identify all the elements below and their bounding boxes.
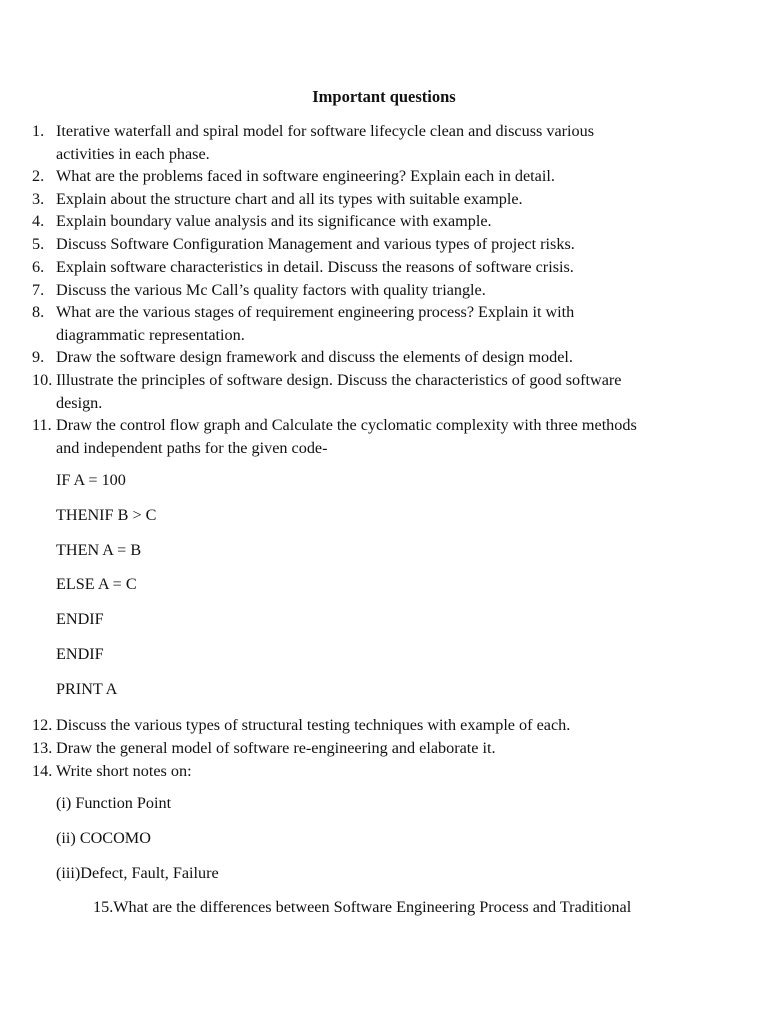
question-text-line: What are the various stages of requirement engineering process? Explain it with [56, 303, 575, 321]
question-number: 3. [32, 190, 45, 208]
question-text-line: Draw the general model of software re-engineering and elaborate it. [56, 739, 496, 757]
code-line: THENIF B > C [56, 506, 157, 524]
question-text-line: Explain software characteristics in detail. Discuss the reasons of software crisis. [56, 258, 574, 276]
question-text-line: activities in each phase. [56, 144, 210, 163]
code-line: ELSE A = C [56, 575, 137, 593]
question-number: 5. [32, 235, 45, 253]
question-number: 13. [32, 739, 53, 757]
code-line: IF A = 100 [56, 471, 126, 489]
question-number: 9. [32, 348, 45, 366]
question-text-line: Explain about the structure chart and all its types with suitable example. [56, 190, 523, 208]
question-number: 7. [32, 281, 45, 299]
question-text-line: What are the problems faced in software engineering? Explain each in detail. [56, 167, 555, 185]
question-text-line: design. [56, 393, 103, 412]
code-line: THEN A = B [56, 541, 142, 559]
question-number: 14. [32, 762, 53, 780]
note-item: (iii)Defect, Fault, Failure [56, 864, 219, 882]
page-title: Important questions [312, 87, 456, 106]
question-text-line: Draw the software design framework and discuss the elements of design model. [56, 348, 573, 366]
question-text-line: Write short notes on: [56, 762, 192, 780]
note-item: (i) Function Point [56, 794, 172, 812]
question-text-line: Iterative waterfall and spiral model for software lifecycle clean and discuss various [56, 122, 595, 140]
question-text-line: and independent paths for the given code- [56, 438, 328, 457]
question-text-line: Discuss the various Mc Call’s quality factors with quality triangle. [56, 281, 486, 299]
question-number: 8. [32, 303, 45, 321]
question-text-line: Explain boundary value analysis and its significance with example. [56, 212, 492, 230]
question-number: 1. [32, 122, 45, 140]
code-line: ENDIF [56, 645, 104, 663]
code-line: PRINT A [56, 680, 118, 698]
question-text-line: Discuss the various types of structural testing techniques with example of each. [56, 716, 571, 734]
note-item: (ii) COCOMO [56, 829, 151, 847]
question-text-line: Illustrate the principles of software design. Discuss the characteristics of good software [56, 371, 622, 389]
code-line: ENDIF [56, 610, 104, 628]
question-number: 11. [32, 416, 52, 434]
question-number: 2. [32, 167, 45, 185]
question-number: 4. [32, 212, 45, 230]
question-number: 6. [32, 258, 45, 276]
question-15: 15.What are the differences between Software Engineering Process and Traditional [93, 898, 632, 916]
question-text-line: Discuss Software Configuration Management and various types of project risks. [56, 235, 575, 253]
question-number: 12. [32, 716, 53, 734]
question-text-line: diagrammatic representation. [56, 325, 245, 344]
question-number: 10. [32, 371, 53, 389]
question-text-line: Draw the control flow graph and Calculate the cyclomatic complexity with three methods [56, 416, 637, 434]
